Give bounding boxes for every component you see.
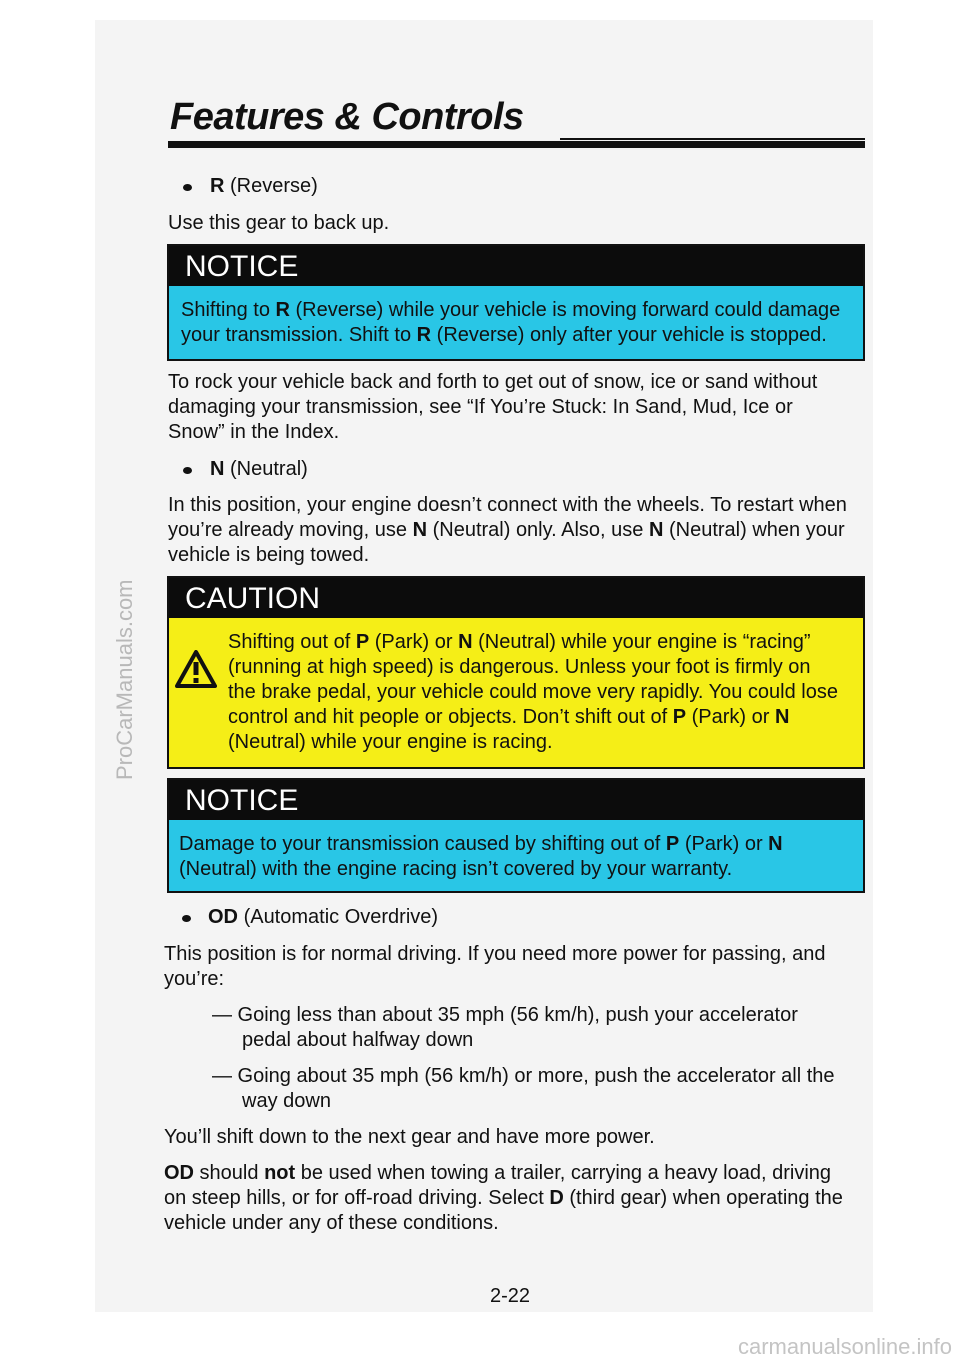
notice-line: Damage to your transmission caused by shifting out of P (Park) or N bbox=[179, 833, 783, 855]
dash-item-line: — Going less than about 35 mph (56 km/h), push your accelerator bbox=[212, 1004, 798, 1026]
title-rule bbox=[168, 141, 865, 148]
od-note-line: vehicle under any of these conditions. bbox=[164, 1212, 499, 1234]
notice-title: NOTICE bbox=[169, 246, 863, 288]
caution-box bbox=[167, 576, 865, 769]
caution-body bbox=[169, 618, 863, 767]
rock-text-line: damaging your transmission, see “If You’re Stuck: In Sand, Mud, Ice or bbox=[168, 396, 793, 418]
od-heading: OD (Automatic Overdrive) bbox=[208, 906, 439, 928]
caution-line: control and hit people or objects. Don’t shift out of P (Park) or N bbox=[228, 706, 790, 728]
bullet bbox=[183, 184, 192, 191]
bottom-watermark: carmanualsonline.info bbox=[737, 1334, 952, 1359]
notice-title: NOTICE bbox=[169, 780, 863, 822]
notice-line: (Neutral) with the engine racing isn’t covered by your warranty. bbox=[179, 858, 733, 880]
notice-box bbox=[167, 244, 865, 361]
dash-item-line: — Going about 35 mph (56 km/h) or more, push the accelerator all the bbox=[212, 1065, 835, 1087]
neutral-text-line: you’re already moving, use N (Neutral) only. Also, use N (Neutral) when your bbox=[168, 519, 845, 541]
caution-line: Shifting out of P (Park) or N (Neutral) while your engine is “racing” bbox=[228, 631, 811, 653]
page-number: 2-22 bbox=[490, 1285, 531, 1307]
warning-triangle-icon bbox=[175, 650, 217, 688]
notice-box bbox=[167, 778, 865, 893]
shift-down-text: You’ll shift down to the next gear and have more power. bbox=[164, 1126, 655, 1148]
title-rule-thin bbox=[560, 138, 865, 140]
caution-line: (Neutral) while your engine is racing. bbox=[228, 731, 553, 753]
caution-line: (running at high speed) is dangerous. Unless your foot is firmly on bbox=[228, 656, 811, 678]
dash-item-line: pedal about halfway down bbox=[242, 1029, 474, 1051]
bullet bbox=[183, 467, 192, 474]
side-watermark: ProCarManuals.com bbox=[112, 579, 137, 780]
page-title: Features & Controls bbox=[170, 96, 524, 138]
od-text-line: This position is for normal driving. If you need more power for passing, and bbox=[164, 943, 826, 965]
notice-line: your transmission. Shift to R (Reverse) only after your vehicle is stopped. bbox=[181, 324, 827, 346]
notice-body bbox=[169, 286, 863, 359]
od-text-line: you’re: bbox=[164, 968, 225, 990]
caution-line: the brake pedal, your vehicle could move very rapidly. You could lose bbox=[228, 681, 838, 703]
neutral-text-line: In this position, your engine doesn’t connect with the wheels. To restart when bbox=[168, 494, 847, 516]
reverse-text: Use this gear to back up. bbox=[168, 212, 390, 234]
bullet bbox=[182, 915, 191, 922]
caution-title: CAUTION bbox=[169, 578, 863, 620]
notice-body bbox=[169, 820, 863, 891]
od-note-line: OD should not be used when towing a trailer, carrying a heavy load, driving bbox=[164, 1162, 832, 1184]
dash-item-line: way down bbox=[242, 1090, 331, 1112]
reverse-heading: R (Reverse) bbox=[210, 175, 318, 197]
notice-line: Shifting to R (Reverse) while your vehicle is moving forward could damage bbox=[181, 299, 841, 321]
rock-text-line: Snow” in the Index. bbox=[168, 421, 340, 443]
neutral-text-line: vehicle is being towed. bbox=[168, 544, 370, 566]
rock-text-line: To rock your vehicle back and forth to get out of snow, ice or sand without bbox=[168, 371, 818, 393]
neutral-heading: N (Neutral) bbox=[210, 458, 308, 480]
od-note-line: on steep hills, or for off-road driving. Select D (third gear) when operating the bbox=[164, 1187, 843, 1209]
